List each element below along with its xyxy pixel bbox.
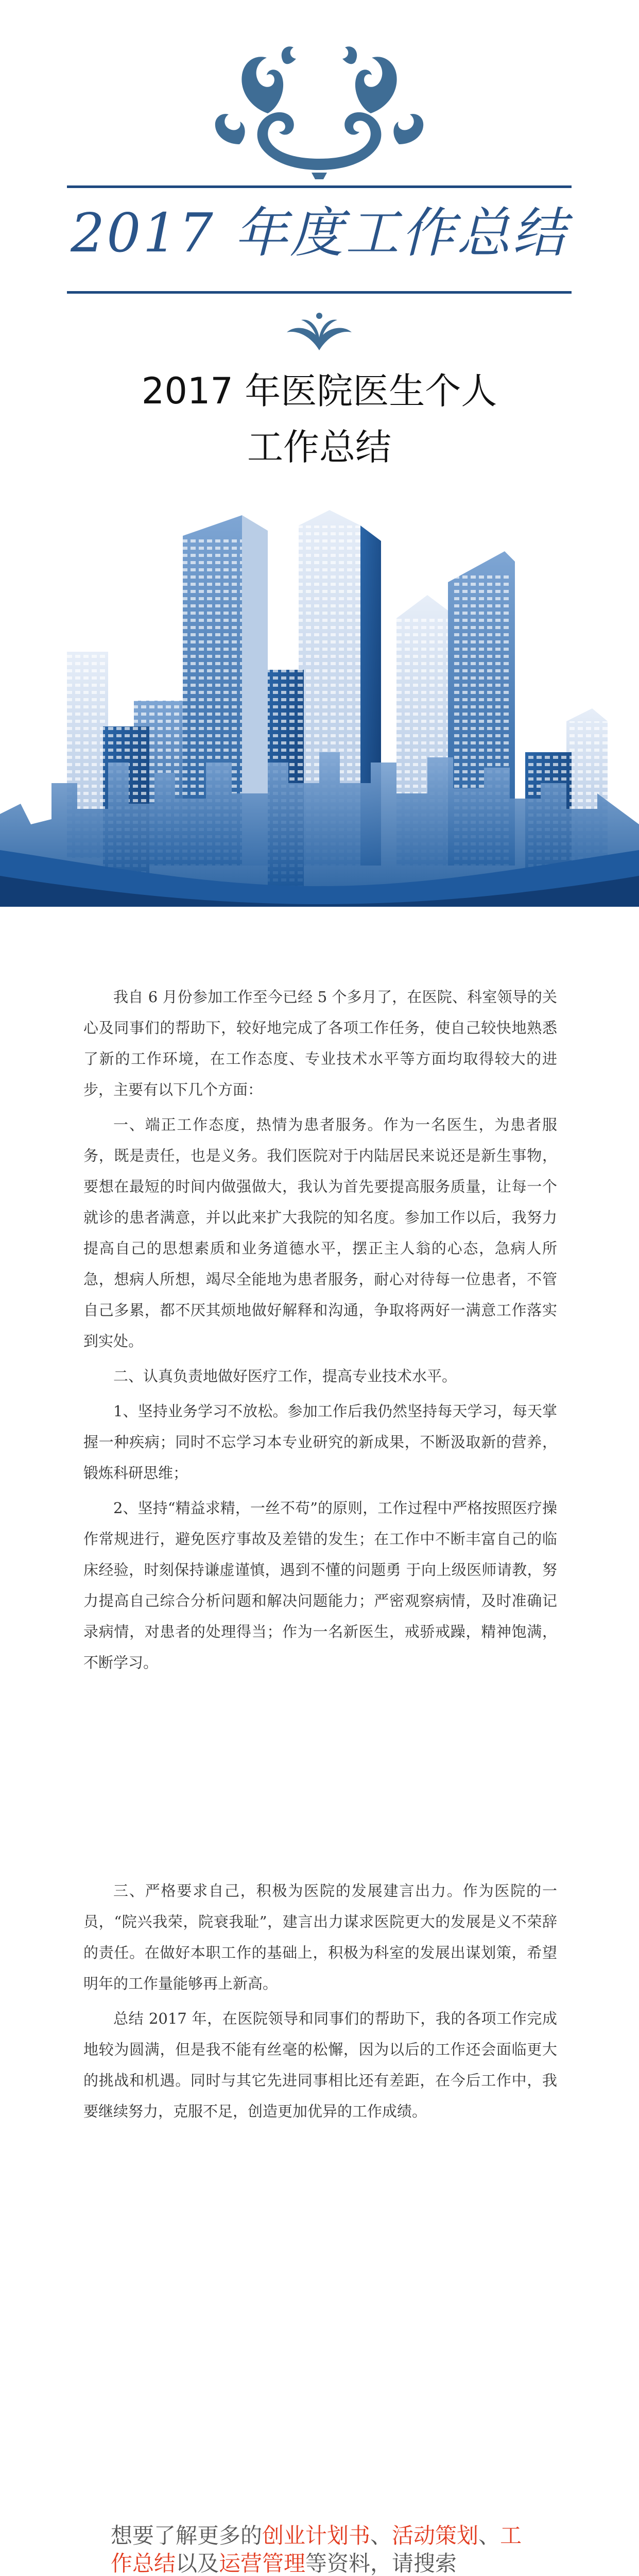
footer-promo: 想要了解更多的创业计划书、活动策划、工作总结以及运营管理等资料，请搜索: [111, 2523, 522, 2576]
paragraph: 三、严格要求自己，积极为医院的发展建言出力。作为医院的一员，“院兴我荣，院衰我耻”，建言出力谋求医院更大的发展是义不荣辞的责任。在做好本职工作的基础上，积极为科室的发展出谋划策，希望明年的工作量能够再上新高。: [83, 1882, 557, 1993]
body-text: [83, 981, 557, 1682]
banner-title: 2017 年度工作总结: [71, 201, 568, 264]
link-operations[interactable]: 运营管理: [219, 2550, 306, 2576]
paragraph: 总结 2017 年，在医院领导和同事们的帮助下，我的各项工作完成地较为圆满，但是我不能有丝毫的松懈，因为以后的工作还会面临更大的挑战和机遇。同时与其它先进同事相比还有差距，在今后工作中，我要继续努力，克服不足，创造更加优异的工作成绩。: [83, 2010, 557, 2121]
link-event-planning[interactable]: 活动策划: [392, 2523, 479, 2548]
paragraph: 2、坚持“精益求精，一丝不苟”的原则，工作过程中严格按照医疗操作常规进行，避免医疗事故及差错的发生；在工作中不断丰富自己的临床经验，时刻保持谦虚谨慎，遇到不懂的问题勇 于向上级医师请教，努力提高自己综合分析问题和解决问题能力；严密观察病情，及时准确记录病情，对患者的处理得当；作为一名新医生，戒骄戒躁，精神饱满，不断学习。: [83, 1499, 557, 1672]
paragraph: 1、坚持业务学习不放松。参加工作后我仍然坚持每天学习，每天掌握一种疾病；同时不忘学习本专业研究的新成果，不断汲取新的营养，锻炼科研思维；: [83, 1402, 557, 1482]
city-skyline-illustration: [0, 495, 639, 907]
paragraph: 我自 6 月份参加工作至今已经 5 个多月了，在医院、科室领导的关心及同事们的帮助下，较好地完成了各项工作任务，使自己较快地熟悉了新的工作环境，在工作态度、专业技术水平等方面均取得较大的进步，主要有以下几个方面：: [83, 988, 557, 1099]
link-work-summary[interactable]: 工作总结: [111, 2523, 522, 2576]
paragraph: 一、端正工作态度，热情为患者服务。作为一名医生，为患者服务，既是责任，也是义务。我们医院对于内陆居民来说还是新生事物，要想在最短的时间内做强做大，我认为首先要提高服务质量，让每一个就诊的患者满意，并以此来扩大我院的知名度。参加工作以后，我努力提高自己的思想素质和业务道德水平，摆正主人翁的心态，急病人所急，想病人所想，竭尽全能地为患者服务，耐心对待每一位患者，不管自己多累，都不厌其烦地做好解释和沟通，争取将两好一满意工作落实到实处。: [83, 1116, 557, 1350]
divider-bottom: [67, 291, 572, 294]
ornament-icon: [281, 307, 358, 353]
document-title-line: 2017 年医院医生个人: [141, 370, 497, 412]
body-text: [83, 1875, 557, 2131]
link-business-plan[interactable]: 创业计划书: [262, 2523, 371, 2548]
ornament-icon: [191, 41, 448, 180]
document-title-line: 工作总结: [247, 426, 391, 468]
document-title: [77, 363, 561, 475]
divider-top: [67, 185, 572, 188]
paragraph: 二、认真负责地做好医疗工作，提高专业技术水平。: [113, 1367, 457, 1385]
